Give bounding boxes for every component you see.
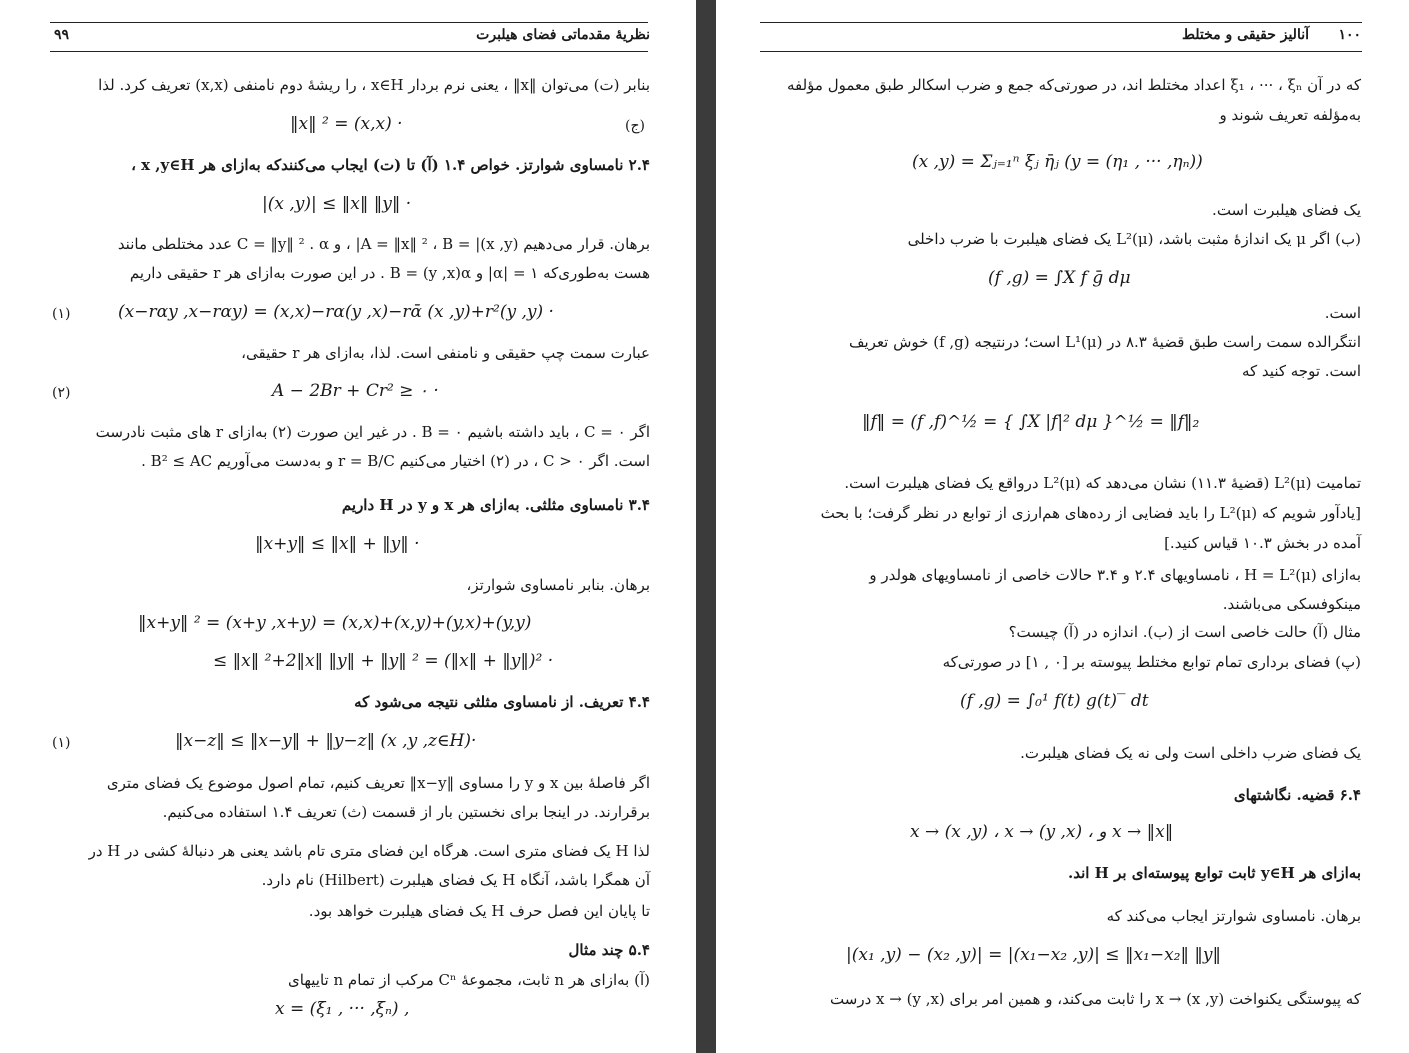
equation: x → (x ,y) ، x → (y ,x) ، و x → ‖x‖ bbox=[910, 822, 1174, 842]
body-line: اگر فاصلهٔ بین x و y را مساوی ‖x−y‖ تعریف کنیم، تمام اصول موضوع یک فضای متری bbox=[106, 774, 650, 792]
body-line: است. اگر C > ۰ ، در (۲) اختیار می‌کنیم r = B/C و به‌دست می‌آوریم B² ≤ AC . bbox=[141, 452, 650, 470]
right-page bbox=[716, 0, 1409, 1053]
equation: (x−rαy ,x−rαy) = (x,x)−rα(y ,x)−rᾱ (x ,y)+r²(y ,y) · bbox=[118, 302, 554, 322]
section-heading: ۵.۴ چند مثال bbox=[568, 941, 650, 959]
body-line: (ب) اگر μ یک اندازهٔ مثبت باشد، L²(μ) یک فضای هیلبرت با ضرب داخلی bbox=[907, 230, 1361, 248]
body-line: یک فضای ضرب داخلی است ولی نه یک فضای هیلبرت. bbox=[1020, 744, 1361, 762]
body-line: انتگرالده سمت راست طبق قضیهٔ ۸.۳ در L¹(μ) است؛ درنتیجه (f ,g) خوش تعریف bbox=[848, 333, 1361, 351]
equation: ‖f‖ = (f ,f)^½ = { ∫X |f|² dμ }^½ = ‖f‖₂ bbox=[862, 412, 1200, 432]
body-line: است. توجه کنید که bbox=[1241, 362, 1361, 380]
equation: ‖x−z‖ ≤ ‖x−y‖ + ‖y−z‖ (x ,y ,z∈H)· bbox=[175, 731, 477, 751]
equation: |(x₁ ,y) − (x₂ ,y)| = |(x₁−x₂ ,y)| ≤ ‖x₁−x₂‖ ‖y‖ bbox=[846, 945, 1222, 965]
header-rule-top bbox=[50, 22, 648, 23]
left-page bbox=[0, 0, 696, 1053]
definition-heading: ۴.۴ تعریف. از نامساوی مثلثی نتیجه می‌شود که bbox=[354, 693, 650, 711]
header-rule-top bbox=[760, 22, 1362, 23]
body-line: که پیوستگی یکنواخت x → (x ,y) را ثابت می‌کند، و همین امر برای x → (y ,x) درست bbox=[830, 990, 1361, 1008]
body-line: است. bbox=[1324, 304, 1361, 322]
body-line: عبارت سمت چپ حقیقی و نامنفی است. لذا، به‌ازای هر r حقیقی، bbox=[241, 344, 650, 362]
theorem-heading: ۶.۴ قضیه. نگاشتهای bbox=[1233, 786, 1361, 804]
body-line: مینکوفسکی می‌باشند. bbox=[1222, 595, 1361, 613]
equation: ‖x+y‖ ² = (x+y ,x+y) = (x,x)+(x,y)+(y,x)+(y,y) bbox=[138, 613, 532, 633]
left-header-title: نظریهٔ مقدماتی فضای هیلبرت bbox=[476, 27, 650, 43]
body-line: هست به‌طوری‌که ۱ = |α| و B = (y ,x)α . در این صورت به‌ازای هر r حقیقی داریم bbox=[129, 264, 650, 282]
body-line: بنابر (ت) می‌توان ‖x‖ ، یعنی نرم بردار x∈H ، را ریشهٔ دوم نامنفی (x,x) تعریف کرد. لذا bbox=[98, 76, 650, 94]
body-line: یک فضای هیلبرت است. bbox=[1212, 201, 1361, 219]
equation: ‖x+y‖ ≤ ‖x‖ + ‖y‖ · bbox=[255, 534, 420, 554]
body-line: اگر C = ۰ ، باید داشته باشیم B = ۰ . در غیر این صورت (۲) به‌ازای r های مثبت نادرست bbox=[95, 423, 650, 441]
body-line: آن همگرا باشد، آنگاه H یک فضای هیلبرت (Hilbert) نام دارد. bbox=[261, 871, 650, 889]
header-rule-bottom bbox=[50, 51, 648, 52]
equation: ≤ ‖x‖ ²+2‖x‖ ‖y‖ + ‖y‖ ² = (‖x‖ + ‖y‖)² · bbox=[213, 651, 554, 671]
body-line: لذا H یک فضای متری است. هرگاه این فضای متری تام باشد یعنی هر دنبالهٔ کشی در H در bbox=[88, 842, 650, 860]
body-line: برهان. بنابر نامساوی شوارتز، bbox=[466, 576, 650, 594]
theorem-statement: به‌ازای هر y∈H ثابت توابع پیوسته‌ای بر H اند. bbox=[1068, 864, 1361, 882]
equation-number: (۱) bbox=[52, 735, 71, 751]
body-line: به‌مؤلفه تعریف شوند و bbox=[1219, 106, 1361, 124]
body-line: تا پایان این فصل حرف H یک فضای هیلبرت خواهد بود. bbox=[308, 902, 650, 920]
equation: ‖x‖ ² = (x,x) · bbox=[290, 114, 403, 134]
equation: (f ,g) = ∫X f ḡ dμ bbox=[988, 268, 1131, 288]
body-line: تمامیت L²(μ) (قضیهٔ ۱۱.۳) نشان می‌دهد که L²(μ) درواقع یک فضای هیلبرت است. bbox=[844, 474, 1361, 492]
body-line: که در آن ξ₁ ، ··· ، ξₙ اعداد مختلط اند، در صورتی‌که جمع و ضرب اسکالر طبق معمول مؤلفه bbox=[786, 76, 1361, 94]
right-header-page-number: ۱۰۰ bbox=[1338, 27, 1361, 43]
book-gutter bbox=[696, 0, 716, 1053]
equation: |(x ,y)| ≤ ‖x‖ ‖y‖ · bbox=[262, 194, 412, 214]
theorem-heading: ۲.۴ نامساوی شوارتز. خواص ۱.۴ (آ) تا (ت) ایجاب می‌کنندکه به‌ازای هر x ,y∈H ، bbox=[131, 156, 650, 174]
equation-number: (ج) bbox=[625, 118, 645, 134]
body-line: [یادآور شویم که L²(μ) را باید فضایی از رده‌های هم‌ارزی از توابع در نظر گرفت؛ با بحث bbox=[820, 504, 1361, 522]
equation-number: (۲) bbox=[52, 385, 71, 401]
theorem-heading: ۳.۴ نامساوی مثلثی. به‌ازای هر x و y در H داریم bbox=[341, 496, 650, 514]
body-line: (آ) به‌ازای هر n ثابت، مجموعهٔ Cⁿ مرکب از تمام n تاییهای bbox=[288, 971, 650, 989]
header-rule-bottom bbox=[760, 51, 1362, 52]
body-line: آمده در بخش ۱۰.۳ قیاس کنید.] bbox=[1164, 534, 1361, 552]
body-line: برهان. قرار می‌دهیم A = ‖x‖ ² ، B = |(x ,y)| ، و C = ‖y‖ ² . α عدد مختلطی مانند bbox=[117, 235, 650, 253]
body-line: برقرارند. در اینجا برای نخستین بار از قسمت (ث) تعریف ۱.۴ استفاده می‌کنیم. bbox=[162, 803, 650, 821]
body-line: برهان. نامساوی شوارتز ایجاب می‌کند که bbox=[1106, 907, 1361, 925]
equation: x = (ξ₁ , ··· ,ξₙ) , bbox=[275, 999, 410, 1019]
right-header-title: آنالیز حقیقی و مختلط bbox=[1181, 27, 1309, 43]
equation: (x ,y) = Σⱼ₌₁ⁿ ξⱼ η̄ⱼ (y = (η₁ , ··· ,ηₙ)) bbox=[912, 152, 1203, 172]
equation: (f ,g) = ∫₀¹ f(t) g(t)‾ dt bbox=[960, 691, 1149, 711]
equation-number: (۱) bbox=[52, 306, 71, 322]
equation: A − 2Br + Cr² ≥ ۰ · bbox=[272, 381, 439, 401]
left-page-number: ۹۹ bbox=[54, 27, 70, 43]
body-line: مثال (آ) حالت خاصی است از (ب). اندازه در (آ) چیست؟ bbox=[1008, 623, 1361, 641]
body-line: به‌ازای H = L²(μ) ، نامساویهای ۲.۴ و ۳.۴ حالات خاصی از نامساویهای هولدر و bbox=[869, 566, 1361, 584]
body-line: (پ) فضای برداری تمام توابع مختلط پیوسته بر [۰ , ۱] در صورتی‌که bbox=[942, 653, 1361, 671]
